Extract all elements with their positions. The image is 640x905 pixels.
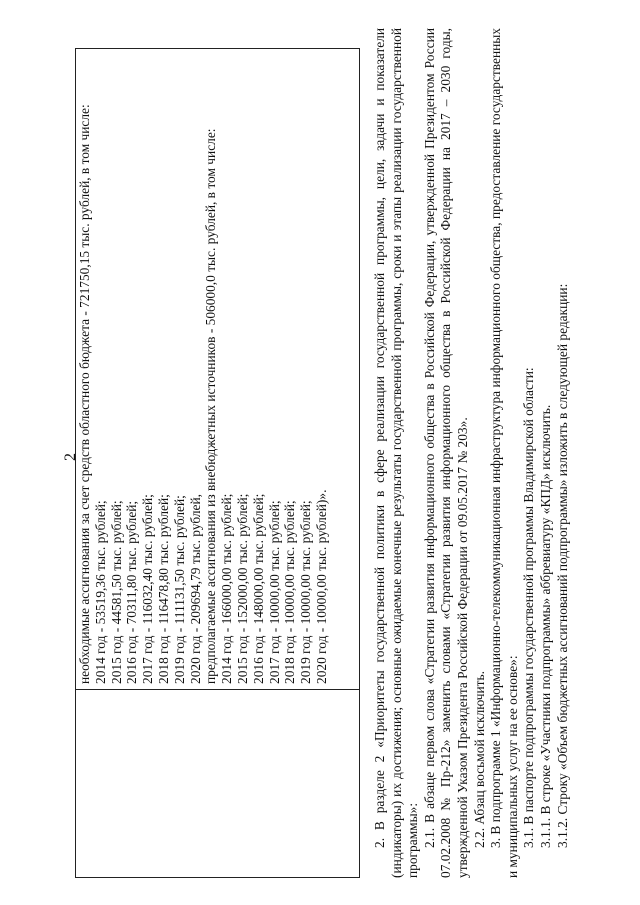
funding-table [75, 48, 360, 878]
paragraph-3-1-1: 3.1.1. В строке «Участники подпрограммы» аббревиатуру «КПД» исключить. [537, 404, 553, 848]
table-line: 2014 год - 166000,00 тыс. рублей; [219, 493, 235, 684]
funding-cell [77, 53, 330, 684]
table-line: 2019 год - 111131,50 тыс. рублей; [171, 495, 187, 684]
paragraph-2-2: 2.2. Абзац восьмой исключить. [471, 671, 487, 848]
paragraph-section-3: 3. В подпрограмме 1 «Информационно-телекоммуникационная инфраструктура информационного общества, предоставление государственных и муниципальных услуг на ее основе»: [488, 28, 520, 878]
table-line: 2017 год - 116032,40 тыс. рублей; [140, 494, 156, 684]
paragraph-3-1: 3.1. В паспорте подпрограммы государственной программы Владимирской области: [521, 367, 537, 848]
table-line: 2018 год - 10000,00 тыс. рублей; [282, 500, 298, 684]
table-column-divider [76, 689, 359, 690]
paragraph-section-2: 2. В разделе 2 «Приоритеты государственной политики в сфере реализации государственной программы, цели, задачи и показатели (индикаторы) их достижения; основные ожидаемые конечные результаты государственной программы, сроки и этапы реализации государственной программы»: [372, 28, 421, 878]
table-line: 2020 год - 10000,00 тыс. рублей)». [313, 489, 329, 684]
table-line: предполагаемые ассигнования из внебюджетных источников - 506000,0 тыс. рублей, в том числе: [203, 128, 219, 684]
table-line: 2019 год - 10000,00 тыс. рублей; [298, 500, 314, 684]
table-line: 2017 год - 10000,00 тыс. рублей; [266, 500, 282, 684]
body-text [372, 28, 571, 878]
table-line: 2016 год - 148000,00 тыс. рублей; [250, 493, 266, 684]
table-line: необходимые ассигнования за счет средств областного бюджета - 721750,15 тыс. рублей, в том числе: [77, 104, 92, 684]
table-line: 2015 год - 44581,50 тыс. рублей; [108, 500, 124, 684]
table-line: 2018 год - 116478,80 тыс. рублей; [155, 494, 171, 684]
table-line: 2015 год - 152000,00 тыс. рублей; [234, 493, 250, 684]
paragraph-2-1: 2.1. В абзаце первом слова «Стратегии развития информационного общества в Российской Федерации, утвержденной Президентом России 07.02.2008 № Пр-212» заменить словами «Стратегии развития информационного общества в Российской Федерации на 2017 – 2030 годы, утвержденной Указом Президента Российской Федерации от 09.05.2017 № 203». [421, 28, 470, 878]
table-line: 2020 год - 209694,79 тыс. рублей, [187, 494, 203, 684]
page-number: 2 [62, 453, 79, 461]
table-line: 2014 год - 53519,36 тыс. рублей; [92, 500, 108, 684]
paragraph-3-1-2: 3.1.2. Строку «Объем бюджетных ассигнований подпрограммы» изложить в следующей редакции: [554, 283, 570, 848]
table-line: 2016 год - 70311,80 тыс. рублей; [124, 500, 140, 684]
